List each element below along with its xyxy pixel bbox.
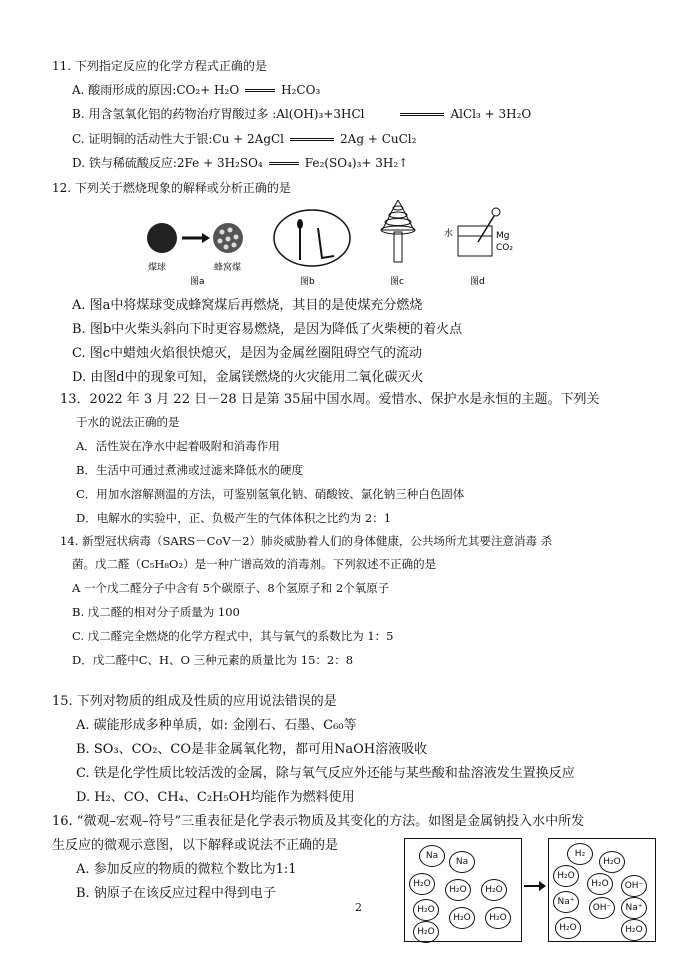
q12-option-a: A. 图a中将煤球变成蜂窝煤后再燃烧，其目的是使煤充分燃烧 <box>72 298 423 313</box>
q15-option-a: A. 碳能形成多种单质，如: 金刚石、石墨、C₆₀等 <box>76 718 357 733</box>
na-ion: Na⁺ <box>553 891 579 913</box>
h2o-molecule: H₂O <box>449 907 475 929</box>
q15-option-b: B. SO₃、CO₂、CO是非金属氧化物，都可用NaOH溶液吸收 <box>76 742 428 757</box>
q13-stem-line2: 于水的说法正确的是 <box>76 415 180 429</box>
q16-option-b: B. 钠原子在该反应过程中得到电子 <box>76 886 276 901</box>
h2o-molecule: H₂O <box>621 919 647 941</box>
h2o-molecule: H₂O <box>409 873 435 895</box>
q16-stem-line1: 16. “微观–宏观–符号”三重表征是化学表示物质及其变化的方法。如图是金属钠投入水中所发 <box>52 814 585 829</box>
fig-b-frame <box>274 210 350 266</box>
tilted-match-icon <box>318 228 334 258</box>
q12-option-c: C. 图c中蜡烛火焰很快熄灭，是因为金属丝圈阻碍空气的流动 <box>72 346 423 361</box>
q13-option-a: A．活性炭在净水中起着吸附和消毒作用 <box>76 439 280 453</box>
fig-b-label: 图b <box>300 277 315 287</box>
q14-stem-line2: 菌。戊二醛（C₅H₈O₂）是一种广谱高效的消毒剂。下列叙述不正确的是 <box>72 557 437 571</box>
honeycomb-label: 蜂窝煤 <box>214 263 242 273</box>
h2o-molecule: H₂O <box>413 899 439 921</box>
q15-option-d: D. H₂、CO、CH₄、C₂H₅OH均能作为燃料使用 <box>76 790 355 805</box>
fig-c-label: 图c <box>390 277 404 287</box>
q11-option-a: A. 酸雨形成的原因:CO₂+ H₂O H₂CO₃ <box>72 83 321 97</box>
q15-option-c: C. 铁是化学性质比较活泼的金属，除与氧气反应外还能与某些酸和盐溶液发生置换反应 <box>76 766 575 781</box>
reactants-box <box>404 838 522 942</box>
q16-option-a: A. 参加反应的物质的微粒个数比为1:1 <box>76 862 297 877</box>
q13-stem-line1: 13．2022 年 3 月 22 日－28 日是第 35届中国水周。爱惜水、保护水是永恒的主题。下列关 <box>60 392 600 407</box>
mg-label: Mg <box>496 231 510 241</box>
fig-a-label: 图a <box>190 277 205 287</box>
q14-option-d: D．戊二醛中C、H、O 三种元素的质量比为 15：2：8 <box>72 653 354 667</box>
oh-ion: OH⁻ <box>589 897 615 919</box>
q11-option-b: B. 用含氢氧化铝的药物治疗胃酸过多 :Al(OH)₃+3HCl AlCl₃ + 3H₂O <box>72 107 532 121</box>
q13-option-d: D．电解水的实验中，正、负极产生的气体体积之比约为 2：1 <box>76 511 392 525</box>
h2o-molecule: H₂O <box>481 879 507 901</box>
coal-ball-label: 煤球 <box>148 263 167 273</box>
q14-option-b: B. 戊二醛的相对分子质量为 100 <box>72 605 240 619</box>
h2o-molecule: H₂O <box>553 865 579 887</box>
q14-stem-line1: 14. 新型冠状病毒（SARS－CoV－2）肺炎威胁着人们的身体健康，公共场所尤其要注意消毒 杀 <box>60 534 553 548</box>
oh-ion: OH⁻ <box>621 875 647 897</box>
na-atom: Na <box>419 845 445 867</box>
q12-figures <box>140 200 520 290</box>
q14-option-a: A 一个戊二醛分子中含有 5个碳原子、8个氢原子和 2个氧原子 <box>72 581 390 595</box>
q12-option-b: B. 图b中火柴头斜向下时更容易燃烧，是因为降低了火柴梗的着火点 <box>72 322 463 337</box>
q11-option-d: D. 铁与稀硫酸反应:2Fe + 3H₂SO₄ Fe₂(SO₄)₃+ 3H₂↑ <box>72 156 409 170</box>
q11-stem: 11. 下列指定反应的化学方程式正确的是 <box>52 59 267 73</box>
q13-option-b: B．生活中可通过煮沸或过滤来降低水的硬度 <box>76 463 303 477</box>
na-ion: Na⁺ <box>621 897 647 919</box>
water-label: 水 <box>444 229 454 239</box>
products-box <box>548 838 656 942</box>
na-atom: Na <box>449 851 475 873</box>
q15-stem: 15. 下列对物质的组成及性质的应用说法错误的是 <box>52 694 337 709</box>
coal-ball-icon <box>147 223 177 253</box>
h2o-molecule: H₂O <box>445 879 471 901</box>
h2o-molecule: H₂O <box>485 907 511 929</box>
q11-option-c: C. 证明铜的活动性大于银:Cu + 2AgCl 2Ag + CuCl₂ <box>72 132 417 146</box>
h2o-molecule: H₂O <box>555 917 581 939</box>
q12-stem: 12. 下列关于燃烧现象的解释或分析正确的是 <box>52 181 291 195</box>
page-number: 2 <box>355 901 362 914</box>
h2o-molecule: H₂O <box>599 851 625 873</box>
h2o-molecule: H₂O <box>413 921 439 943</box>
q16-stem-line2: 生反应的微观示意图，以下解释或说法不正确的是 <box>52 838 339 853</box>
q13-option-c: C．用加水溶解测温的方法，可鉴别氢氧化钠、硝酸铵、氯化钠三种白色固体 <box>76 487 465 501</box>
q14-option-c: C. 戊二醛完全燃烧的化学方程式中，其与氧气的系数比为 1：5 <box>72 629 394 643</box>
q12-option-d: D. 由图d中的现象可知，金属镁燃烧的火灾能用二氧化碳灭火 <box>72 370 424 385</box>
candle-icon <box>394 232 402 262</box>
co2-label: CO₂ <box>496 243 513 253</box>
h2-molecule: H₂ <box>567 843 593 865</box>
fig-d-label: 图d <box>470 277 485 287</box>
reaction-arrow-icon <box>524 880 546 892</box>
h2o-molecule: H₂O <box>587 873 613 895</box>
beaker-icon <box>458 226 492 256</box>
